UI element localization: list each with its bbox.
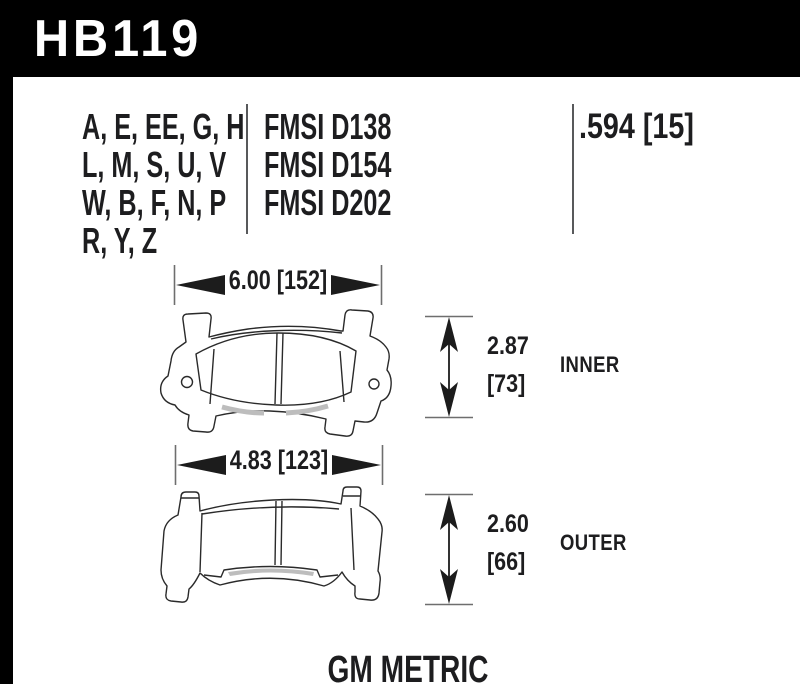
outer-width-dimension-text: 4.83 [123] bbox=[229, 445, 329, 475]
header-banner bbox=[0, 0, 800, 77]
inner-pad-drawing bbox=[148, 306, 392, 440]
fmsi-row: FMSI D154 bbox=[264, 144, 392, 185]
fmsi-row: FMSI D138 bbox=[264, 106, 392, 147]
platform-caption: GM METRIC bbox=[327, 649, 489, 691]
fmsi-row: FMSI D202 bbox=[264, 182, 392, 223]
inner-pad-label: INNER bbox=[560, 352, 620, 377]
tab-cap-lines bbox=[181, 496, 361, 498]
column-divider-right bbox=[572, 104, 574, 234]
left-mounting-hole bbox=[182, 377, 193, 388]
outer-pad-drawing bbox=[148, 487, 392, 613]
inner-width-dimension-text: 6.00 [152] bbox=[228, 265, 328, 295]
outer-pad-label: OUTER bbox=[560, 530, 627, 555]
compound-row: L, M, S, U, V bbox=[82, 144, 227, 185]
outer-height-inches: 2.60 bbox=[487, 510, 529, 538]
inner-height-mm: [73] bbox=[487, 370, 526, 398]
outer-backing-plate bbox=[161, 487, 382, 602]
inner-height-dimension-arrows bbox=[425, 315, 473, 419]
outer-height-dimension-arrows bbox=[425, 493, 473, 606]
inner-height-inches: 2.87 bbox=[487, 332, 529, 360]
compound-letters-list bbox=[82, 108, 244, 260]
left-border-bar bbox=[0, 0, 13, 684]
compound-row: W, B, F, N, P bbox=[82, 182, 227, 223]
right-mounting-hole bbox=[369, 379, 379, 389]
compound-row: A, E, EE, G, H bbox=[82, 106, 245, 147]
part-number: HB119 bbox=[33, 9, 203, 68]
outer-height-mm: [66] bbox=[487, 548, 526, 576]
column-divider-left bbox=[246, 104, 248, 234]
fmsi-list bbox=[264, 108, 391, 222]
compound-row: R, Y, Z bbox=[82, 220, 158, 261]
pad-thickness-value: .594 [15] bbox=[579, 107, 694, 146]
